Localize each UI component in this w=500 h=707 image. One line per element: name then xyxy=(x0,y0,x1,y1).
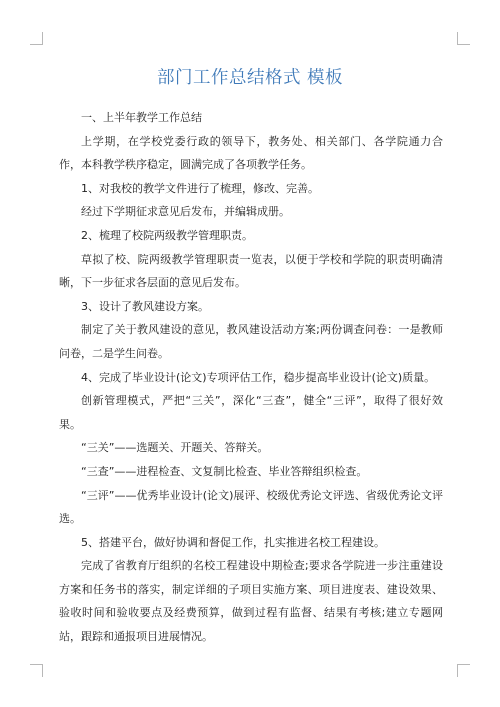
body-paragraph: 创新管理模式，严把“三关”，深化“三查”，健全“三评”，取得了很好效果。 xyxy=(59,394,443,431)
numbered-item: 5、搭建平台，做好协调和督促工作，扎实推进名校工程建设。 xyxy=(81,535,385,549)
body-paragraph: 制定了关于教风建设的意见，教风建设活动方案;两份调查问卷：一是教师问卷，二是学生问卷。 xyxy=(59,323,443,360)
body-paragraph: 经过下学期征求意见后发布，并编辑成册。 xyxy=(81,205,290,219)
section-heading: 一、上半年教学工作总结 xyxy=(81,111,202,124)
numbered-item: 3、设计了教风建设方案。 xyxy=(81,299,209,313)
numbered-item: 1、对我校的教学文件进行了梳理，修改、完善。 xyxy=(81,181,319,195)
body-paragraph: 草拟了校、院两级教学管理职责一览表，以便于学校和学院的职责明确清晰，下一步征求各层面的意见后发布。 xyxy=(59,252,443,290)
document-body xyxy=(59,106,443,649)
page-corner-mark-bottom-right xyxy=(457,664,470,677)
body-paragraph: “三查”——进程检查、文复制比检查、毕业答辩组织检查。 xyxy=(81,464,368,478)
body-paragraph: “三评”——优秀毕业设计(论文)展评、校级优秀论文评选、省级优秀论文评选。 xyxy=(59,488,443,526)
numbered-item: 4、完成了毕业设计(论文)专项评估工作，稳步提高毕业设计(论文)质量。 xyxy=(81,370,436,384)
document-title: 部门工作总结格式 模板 xyxy=(156,68,344,88)
page-corner-mark-bottom-left xyxy=(30,664,43,677)
body-paragraph: 上学期，在学校党委行政的领导下，教务处、相关部门、各学院通力合作，本科教学秩序稳定，圆满完成了各项教学任务。 xyxy=(59,134,443,172)
page-corner-mark-top-right xyxy=(457,32,470,45)
page-corner-mark-top-left xyxy=(30,32,43,45)
body-paragraph: 完成了省教育厅组织的名校工程建设中期检查;要求各学院进一步注重建设方案和任务书的落实，制定详细的子项目实施方案、项目进度表、建设效果、验收时间和验收要点及经费预算，做到过程有监督、结果有考核;建立专题网站，跟踪和通报项目进展情况。 xyxy=(59,559,443,644)
body-paragraph: “三关”——选题关、开题关、答辩关。 xyxy=(81,441,269,455)
numbered-item: 2、梳理了校院两级教学管理职责。 xyxy=(81,228,253,242)
